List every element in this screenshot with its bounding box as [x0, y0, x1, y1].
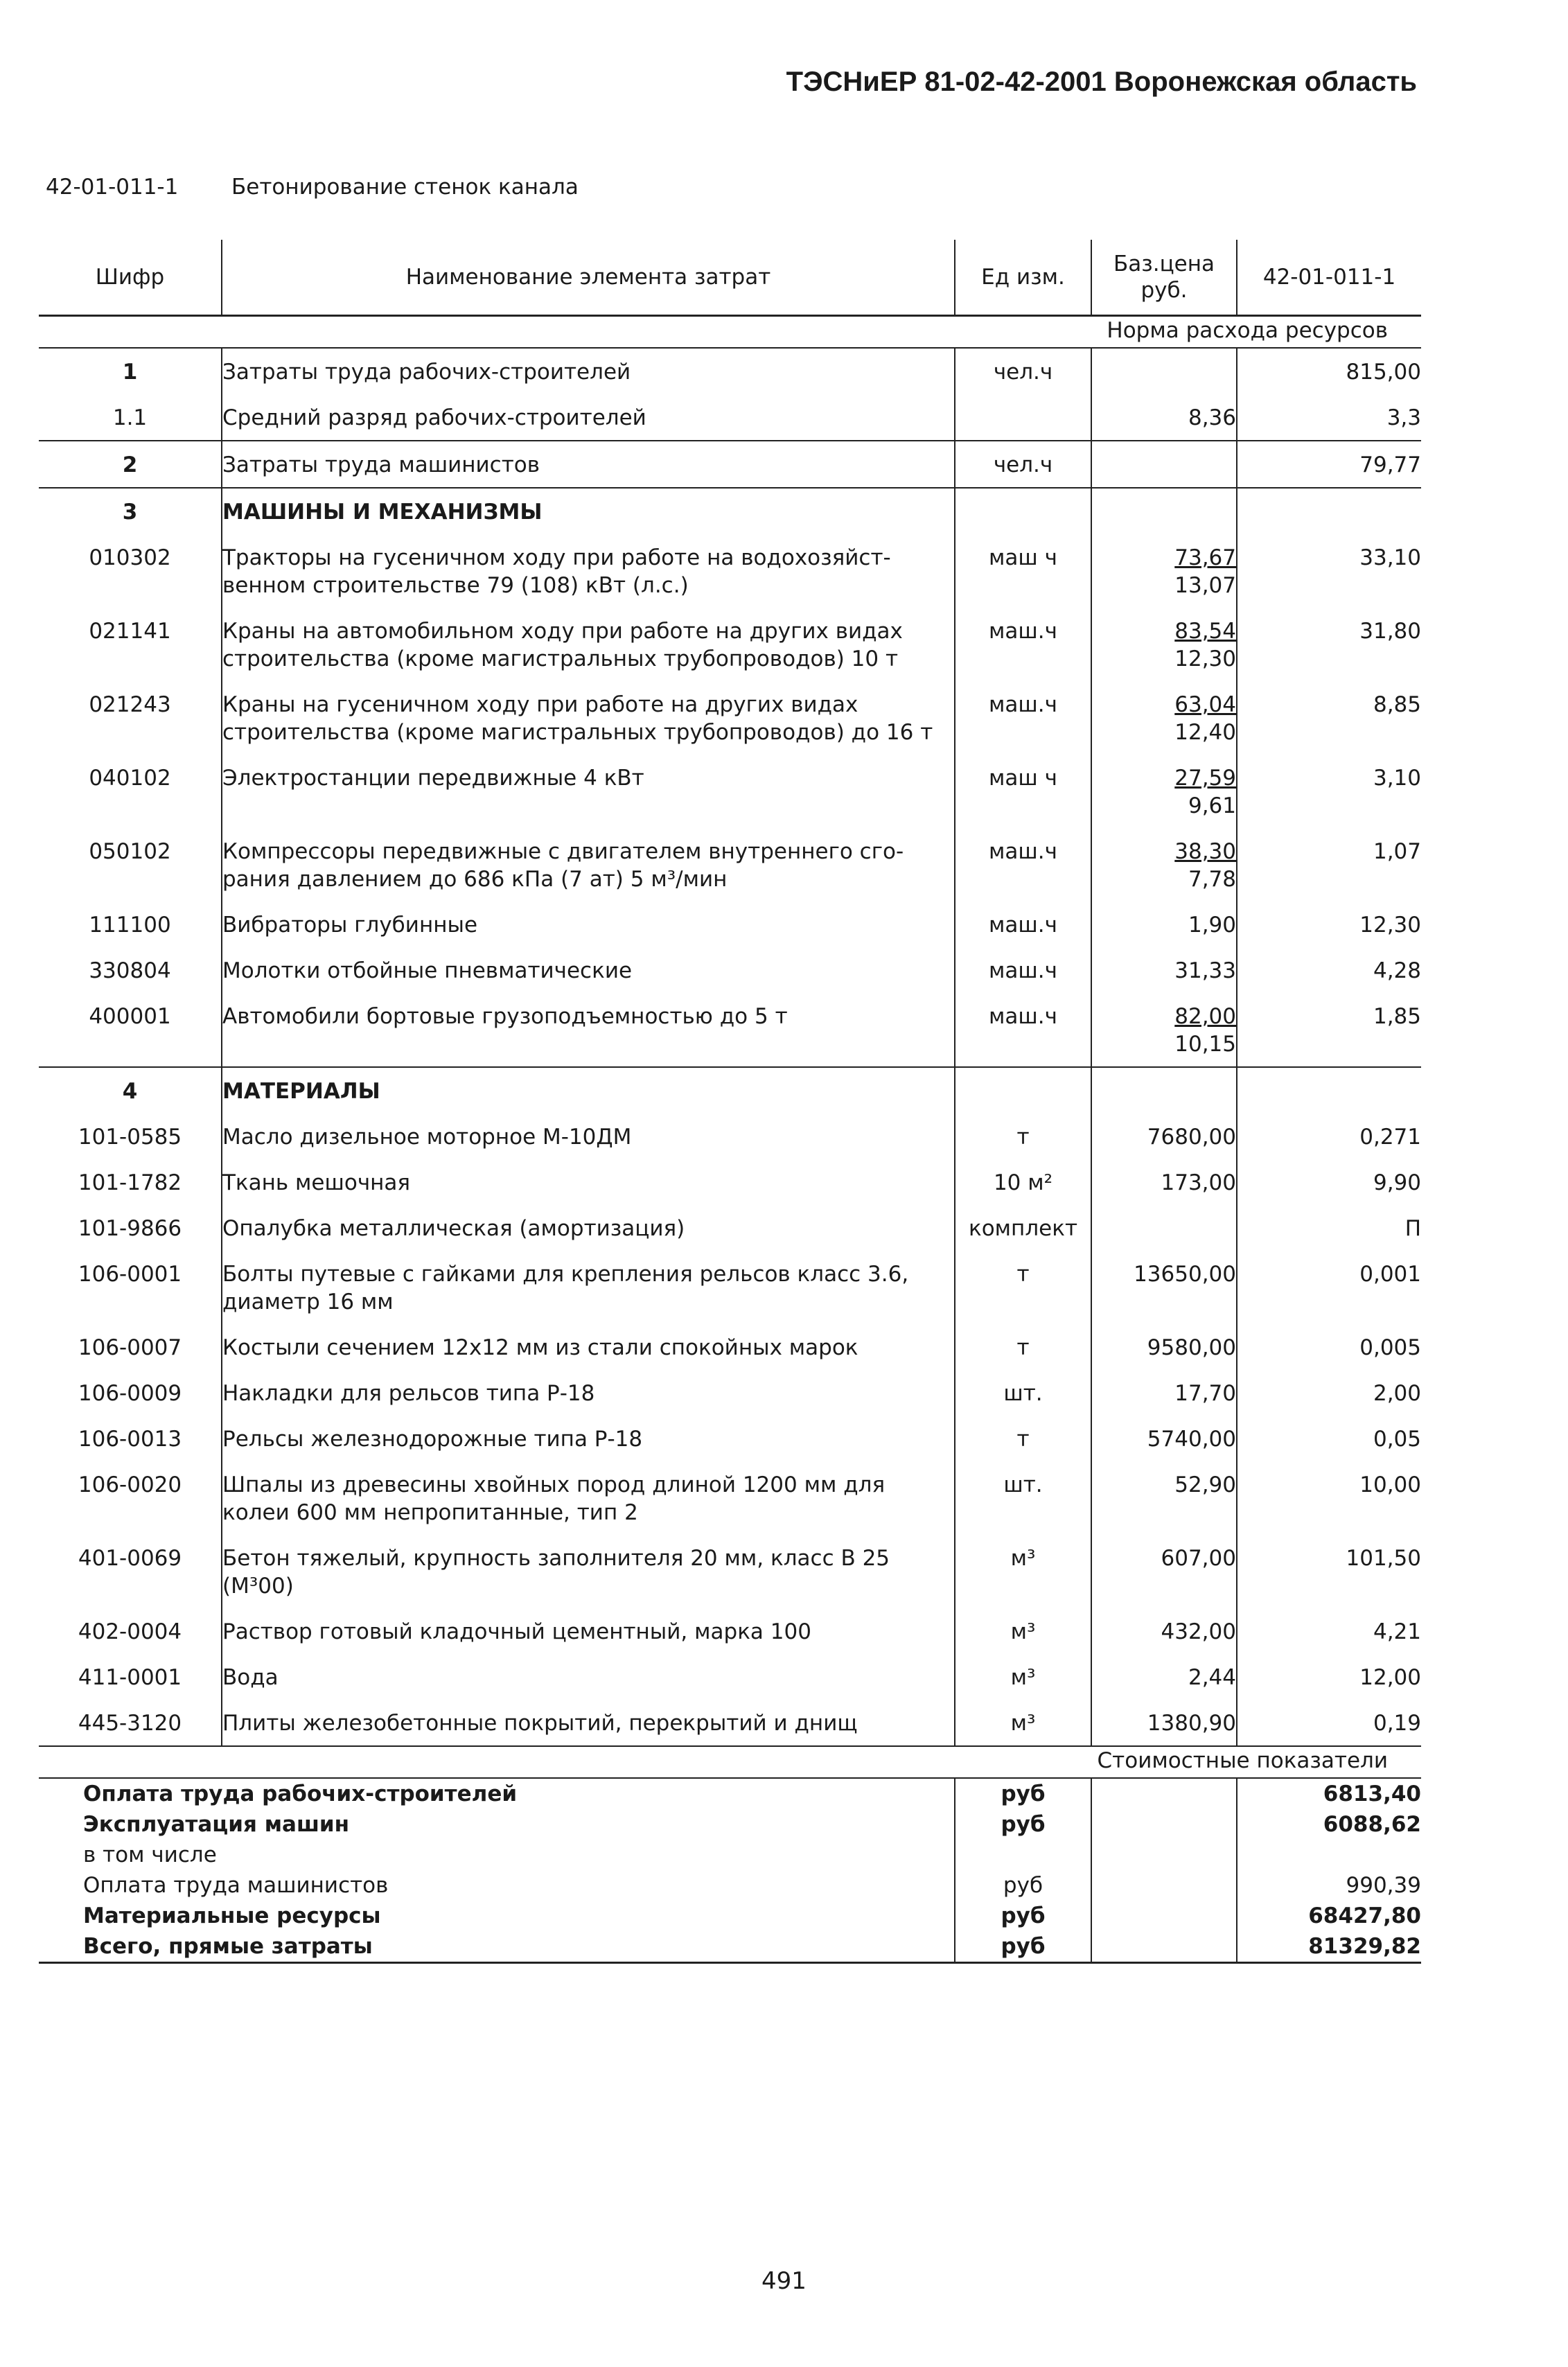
norm-caption: Норма расхода ресурсов: [39, 316, 1421, 349]
summary-label: Оплата труда рабочих-строителей: [83, 1781, 518, 1806]
row-code: 411-0001: [78, 1665, 182, 1690]
summary-price-blank: [1091, 1870, 1237, 1901]
row-unit: м³: [955, 1700, 1091, 1746]
entry-code: 42-01-011-1: [46, 175, 179, 200]
row-name: Вибраторы глубинные: [222, 901, 955, 947]
material-row: [39, 1461, 1421, 1535]
summary-price-blank: [1091, 1931, 1237, 1963]
row-unit: комплект: [955, 1205, 1091, 1251]
summary-label: Оплата труда машинистов: [83, 1873, 389, 1898]
row-unit: т: [955, 1251, 1091, 1324]
row-price-wage: 10,15: [1174, 1032, 1236, 1057]
row-value: 3,10: [1237, 755, 1421, 828]
summary-value: 68427,80: [1237, 1901, 1421, 1931]
row-value: 2,00: [1237, 1370, 1421, 1416]
summary-value: 6813,40: [1237, 1778, 1421, 1809]
material-row: [39, 1251, 1421, 1324]
cost-caption: Стоимостные показатели: [39, 1746, 1421, 1778]
row-price: [1091, 828, 1237, 901]
labor-machinists-row: [39, 441, 1421, 488]
row-price: 173,00: [1091, 1159, 1237, 1205]
row-price-wage: 12,30: [1174, 646, 1236, 671]
row-price: 432,00: [1091, 1608, 1237, 1654]
row-price: 5740,00: [1091, 1416, 1237, 1461]
summary-unit: руб: [955, 1870, 1091, 1901]
row-price: 1380,90: [1091, 1700, 1237, 1746]
material-row: [39, 1159, 1421, 1205]
row-unit: чел.ч: [955, 348, 1091, 394]
section-value-blank: [1237, 1067, 1421, 1114]
row-name: Шпалы из древесины хвойных пород длиной 1200 мм для колеи 600 мм непропитанные, тип 2: [222, 1461, 955, 1535]
row-code: 106-0001: [78, 1262, 182, 1287]
row-name: Бетон тяжелый, крупность заполнителя 20 мм, класс В 25 (М³00): [222, 1535, 955, 1608]
summary-unit: руб: [955, 1931, 1091, 1963]
row-unit: маш.ч: [955, 901, 1091, 947]
row-price: 607,00: [1091, 1535, 1237, 1608]
row-code: 330804: [89, 958, 171, 983]
row-value: 8,85: [1237, 681, 1421, 755]
row-value: 31,80: [1237, 608, 1421, 681]
row-price: [1091, 901, 1237, 947]
row-unit: шт.: [955, 1461, 1091, 1535]
material-row: [39, 1205, 1421, 1251]
section-value-blank: [1237, 488, 1421, 534]
row-code: 1.1: [112, 405, 148, 430]
row-code: 010302: [89, 545, 171, 570]
row-value: 12,30: [1237, 901, 1421, 947]
row-name: Плиты железобетонные покрытий, перекрытий и днищ: [222, 1700, 955, 1746]
row-price-wage: 13,07: [1174, 573, 1236, 598]
row-code: 021243: [89, 692, 171, 717]
summary-row: [39, 1901, 1421, 1931]
row-name: Вода: [222, 1654, 955, 1700]
section-title: МАТЕРИАЛЫ: [222, 1067, 955, 1114]
column-header-price: Баз.цена руб.: [1091, 240, 1237, 316]
section-code: 3: [39, 488, 222, 534]
machine-row: [39, 947, 1421, 993]
row-unit: маш.ч: [955, 828, 1091, 901]
cost-caption-row: [39, 1746, 1421, 1778]
machine-row: [39, 755, 1421, 828]
table-header-row: [39, 240, 1421, 316]
summary-unit: [955, 1840, 1091, 1870]
row-price: [1091, 608, 1237, 681]
entry-name: Бетонирование стенок канала: [231, 175, 579, 200]
row-code: 106-0013: [78, 1427, 182, 1452]
estimate-table: [39, 240, 1421, 1964]
column-header-value: 42-01-011-1: [1237, 240, 1421, 316]
row-name: Затраты труда рабочих-строителей: [222, 348, 955, 394]
summary-row: [39, 1778, 1421, 1809]
entry-heading: [46, 175, 579, 200]
section-price-blank: [1091, 488, 1237, 534]
row-unit: маш ч: [955, 755, 1091, 828]
material-row: [39, 1370, 1421, 1416]
row-price-total: 82,00: [1174, 1004, 1236, 1029]
row-unit: маш.ч: [955, 608, 1091, 681]
labor-row: [39, 348, 1421, 394]
row-value: 9,90: [1237, 1159, 1421, 1205]
row-unit: м³: [955, 1535, 1091, 1608]
row-unit: 10 м²: [955, 1159, 1091, 1205]
section-title: МАШИНЫ И МЕХАНИЗМЫ: [222, 488, 955, 534]
row-name: Накладки для рельсов типа Р-18: [222, 1370, 955, 1416]
summary-value: 990,39: [1237, 1870, 1421, 1901]
row-code: 2: [39, 441, 222, 488]
row-unit: т: [955, 1324, 1091, 1370]
row-price-total: 73,67: [1174, 545, 1236, 570]
summary-unit: руб: [955, 1778, 1091, 1809]
row-unit: т: [955, 1416, 1091, 1461]
summary-unit: руб: [955, 1901, 1091, 1931]
summary-price-blank: [1091, 1901, 1237, 1931]
row-value: 1,85: [1237, 993, 1421, 1067]
material-row: [39, 1416, 1421, 1461]
summary-value: 81329,82: [1237, 1931, 1421, 1963]
row-price: [1091, 681, 1237, 755]
row-price: 13650,00: [1091, 1251, 1237, 1324]
document-title: ТЭСНиЕР 81-02-42-2001 Воронежская область: [786, 67, 1417, 97]
row-code: 101-9866: [78, 1216, 182, 1241]
machine-row: [39, 993, 1421, 1067]
row-name: Опалубка металлическая (амортизация): [222, 1205, 955, 1251]
material-row: [39, 1654, 1421, 1700]
summary-row: [39, 1840, 1421, 1870]
row-price: 2,44: [1091, 1654, 1237, 1700]
material-row: [39, 1324, 1421, 1370]
row-unit: м³: [955, 1654, 1091, 1700]
material-row: [39, 1114, 1421, 1159]
row-unit: [955, 394, 1091, 441]
section-code: 4: [39, 1067, 222, 1114]
summary-price-blank: [1091, 1840, 1237, 1870]
column-header-unit: Ед изм.: [955, 240, 1091, 316]
row-code: 445-3120: [78, 1711, 182, 1736]
row-price: [1091, 947, 1237, 993]
row-value: 3,3: [1237, 394, 1421, 441]
row-code: 1: [39, 348, 222, 394]
row-name: Затраты труда машинистов: [222, 441, 955, 488]
section-price-blank: [1091, 1067, 1237, 1114]
row-price-wage: 9,61: [1188, 793, 1236, 818]
section-unit-blank: [955, 1067, 1091, 1114]
row-code: 050102: [89, 839, 171, 864]
machine-row: [39, 828, 1421, 901]
row-value: 1,07: [1237, 828, 1421, 901]
row-value: 0,001: [1237, 1251, 1421, 1324]
summary-price-blank: [1091, 1809, 1237, 1840]
row-code: 401-0069: [78, 1546, 182, 1571]
row-price: 8,36: [1091, 394, 1237, 441]
row-value: 0,19: [1237, 1700, 1421, 1746]
row-name: Рельсы железнодорожные типа Р-18: [222, 1416, 955, 1461]
row-unit: маш ч: [955, 534, 1091, 608]
row-name: Краны на автомобильном ходу при работе на других видах строительства (кроме магистральных трубопроводов) 10 т: [222, 608, 955, 681]
row-code: 111100: [89, 913, 171, 938]
summary-price-blank: [1091, 1778, 1237, 1809]
row-value: 12,00: [1237, 1654, 1421, 1700]
materials-section-row: [39, 1067, 1421, 1114]
machine-row: [39, 608, 1421, 681]
row-name: Автомобили бортовые грузоподъемностью до 5 т: [222, 993, 955, 1067]
machine-row: [39, 901, 1421, 947]
row-price-total: 38,30: [1174, 839, 1236, 864]
row-unit: м³: [955, 1608, 1091, 1654]
summary-label: в том числе: [83, 1842, 217, 1867]
row-value: 4,21: [1237, 1608, 1421, 1654]
row-code: 400001: [89, 1004, 171, 1029]
summary-label: Всего, прямые затраты: [39, 1931, 955, 1963]
section-unit-blank: [955, 488, 1091, 534]
column-header-code: Шифр: [39, 240, 222, 316]
row-code: 106-0009: [78, 1381, 182, 1406]
row-name: Тракторы на гусеничном ходу при работе на водохозяйст-венном строительстве 79 (108) кВт (л.с.): [222, 534, 955, 608]
row-name: Болты путевые с гайками для крепления рельсов класс 3.6, диаметр 16 мм: [222, 1251, 955, 1324]
row-name: Раствор готовый кладочный цементный, марка 100: [222, 1608, 955, 1654]
row-price: 52,90: [1091, 1461, 1237, 1535]
row-unit: чел.ч: [955, 441, 1091, 488]
row-code: 106-0007: [78, 1335, 182, 1360]
summary-unit: руб: [955, 1809, 1091, 1840]
row-value: 0,271: [1237, 1114, 1421, 1159]
row-price: 9580,00: [1091, 1324, 1237, 1370]
row-price-wage: 12,40: [1174, 720, 1236, 745]
row-code: 402-0004: [78, 1619, 182, 1644]
row-price-total: 83,54: [1174, 619, 1236, 644]
row-code: 040102: [89, 766, 171, 791]
norm-caption-row: [39, 316, 1421, 349]
row-name: Масло дизельное моторное М-10ДМ: [222, 1114, 955, 1159]
row-price: [1091, 755, 1237, 828]
row-unit: маш.ч: [955, 681, 1091, 755]
row-name: Электростанции передвижные 4 кВт: [222, 755, 955, 828]
row-value: 0,05: [1237, 1416, 1421, 1461]
row-value: 101,50: [1237, 1535, 1421, 1608]
row-price: [1091, 348, 1237, 394]
row-price: [1091, 1205, 1237, 1251]
row-value: П: [1237, 1205, 1421, 1251]
material-row: [39, 1700, 1421, 1746]
row-name: Средний разряд рабочих-строителей: [222, 394, 955, 441]
row-name: Компрессоры передвижные с двигателем внутреннего сго-рания давлением до 686 кПа (7 ат) 5 м³/мин: [222, 828, 955, 901]
row-unit: маш.ч: [955, 993, 1091, 1067]
page-number: 491: [761, 2267, 807, 2295]
row-price-total: 63,04: [1174, 692, 1236, 717]
summary-label: Эксплуатация машин: [83, 1812, 350, 1837]
material-row: [39, 1608, 1421, 1654]
row-price-total: 27,59: [1174, 766, 1236, 791]
row-price: [1091, 534, 1237, 608]
row-price: [1091, 993, 1237, 1067]
row-price: 17,70: [1091, 1370, 1237, 1416]
summary-row: [39, 1809, 1421, 1840]
row-name: Молотки отбойные пневматические: [222, 947, 955, 993]
row-price-total: 1,90: [1188, 913, 1236, 938]
summary-value: 6088,62: [1237, 1809, 1421, 1840]
machines-section-row: [39, 488, 1421, 534]
summary-label: Материальные ресурсы: [83, 1903, 381, 1928]
row-unit: шт.: [955, 1370, 1091, 1416]
machine-row: [39, 534, 1421, 608]
summary-value: [1237, 1840, 1421, 1870]
row-price-total: 31,33: [1174, 958, 1236, 983]
row-code: 101-1782: [78, 1170, 182, 1195]
machine-row: [39, 681, 1421, 755]
summary-row: [39, 1870, 1421, 1901]
row-price: [1091, 441, 1237, 488]
row-price: 7680,00: [1091, 1114, 1237, 1159]
column-header-name: Наименование элемента затрат: [222, 240, 955, 316]
row-code: 101-0585: [78, 1125, 182, 1150]
labor-row: [39, 394, 1421, 441]
row-name: Ткань мешочная: [222, 1159, 955, 1205]
row-unit: т: [955, 1114, 1091, 1159]
row-value: 0,005: [1237, 1324, 1421, 1370]
row-value: 10,00: [1237, 1461, 1421, 1535]
row-unit: маш.ч: [955, 947, 1091, 993]
row-price-wage: 7,78: [1188, 867, 1236, 892]
material-row: [39, 1535, 1421, 1608]
row-name: Краны на гусеничном ходу при работе на других видах строительства (кроме магистральных трубопроводов) до 16 т: [222, 681, 955, 755]
row-value: 79,77: [1237, 441, 1421, 488]
row-value: 4,28: [1237, 947, 1421, 993]
row-value: 815,00: [1237, 348, 1421, 394]
summary-row: [39, 1931, 1421, 1963]
row-code: 021141: [89, 619, 171, 644]
row-name: Костыли сечением 12х12 мм из стали спокойных марок: [222, 1324, 955, 1370]
row-code: 106-0020: [78, 1472, 182, 1497]
row-value: 33,10: [1237, 534, 1421, 608]
